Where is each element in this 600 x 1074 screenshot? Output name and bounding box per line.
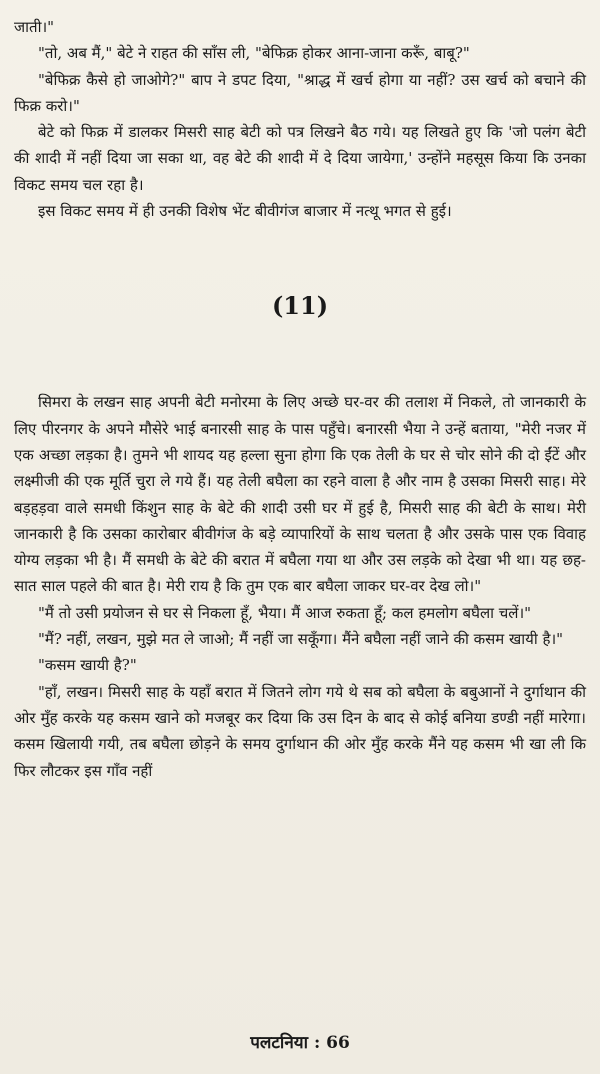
- paragraph: "कसम खायी है?": [38, 656, 137, 675]
- paragraph: "हाँ, लखन। मिसरी साह के यहाँ बरात में जितने लोग गये थे सब को बघैला के बबुआनों ने दुर्गाथान की ओर मुँह करके यह कसम खाने को मजबूर कर दिया कि उस दिन के बाद से कोई बनिया डण्डी नहीं मारेगा। कसम खिलायी गयी, तब बघैला छोड़ने के समय दुर्गाथान की ओर मुँह करके मैंने यह कसम भी खा ली कि फिर लौटकर इस गाँव नहीं: [14, 682, 587, 780]
- section-number: (11): [271, 291, 329, 321]
- paragraph: "मैं? नहीं, लखन, मुझे मत ले जाओ; मैं नहीं जा सकूँगा। मैंने बघैला नहीं जाने की कसम खायी है।": [38, 630, 564, 649]
- paragraph: "तो, अब मैं," बेटे ने राहत की साँस ली, "बेफिक्र होकर आना-जाना करूँ, बाबू?": [38, 44, 470, 63]
- paragraph: बेटे को फिक्र में डालकर मिसरी साह बेटी को पत्र लिखने बैठ गये। यह लिखते हुए कि 'जो पलंग बेटी की शादी में नहीं दिया जा सका था, वह बेटे की शादी में दे दिया जायेगा,' उन्होंने महसूस किया कि उनका विकट समय चल रहा है।: [14, 123, 586, 194]
- paragraph: "मैं तो उसी प्रयोजन से घर से निकला हूँ, भैया। मैं आज रुकता हूँ; कल हमलोग बघैला चलें।": [38, 603, 532, 622]
- paragraph: जाती।": [14, 18, 55, 36]
- paragraph: "बेफिक्र कैसे हो जाओगे?" बाप ने डपट दिया, "श्राद्ध में खर्च होगा या नहीं? उस खर्च को बचाने की फिक्र करो।": [14, 70, 586, 115]
- page-footer: पलटनिया : 66: [250, 1033, 350, 1053]
- paragraph: इस विकट समय में ही उनकी विशेष भेंट बीवीगंज बाजार में नत्थू भगत से हुई।: [38, 202, 452, 221]
- paragraph: सिमरा के लखन साह अपनी बेटी मनोरमा के लिए अच्छे घर-वर की तलाश में निकले, तो जानकारी के लिए पीरनगर के अपने मौसेरे भाई बनारसी साह के पास पहुँचे। बनारसी भैया ने उन्हें बताया, "मेरी नजर में एक अच्छा लड़का है। तुमने भी शायद यह हल्ला सुना होगा कि एक तेली के घर से चोर सोने की दो ईंटें और लक्ष्मीजी की एक मूर्ति चुरा ले गये हैं। यह तेली बघैला का रहने वाला है और नाम है उसका मिसरी साह। मेरे बड़हड़वा वाले समधी किंशुन साह के बेटे की शादी उसी घर में हुई है, मिसरी साह की बेटी के साथ। मेरी जानकारी है कि उसका कारोबार बीवीगंज के बड़े व्यापारियों के साथ चलता है और उसके पास एक विवाह योग्य लड़का भी है। मैं समधी के बेटे की बरात में बघैला गया था और उस लड़के को देखा भी था। यह छह-सात साल पहले की बात है। मेरी राय है कि तुम एक बार बघैला जाकर घर-वर देख लो।": [14, 393, 586, 596]
